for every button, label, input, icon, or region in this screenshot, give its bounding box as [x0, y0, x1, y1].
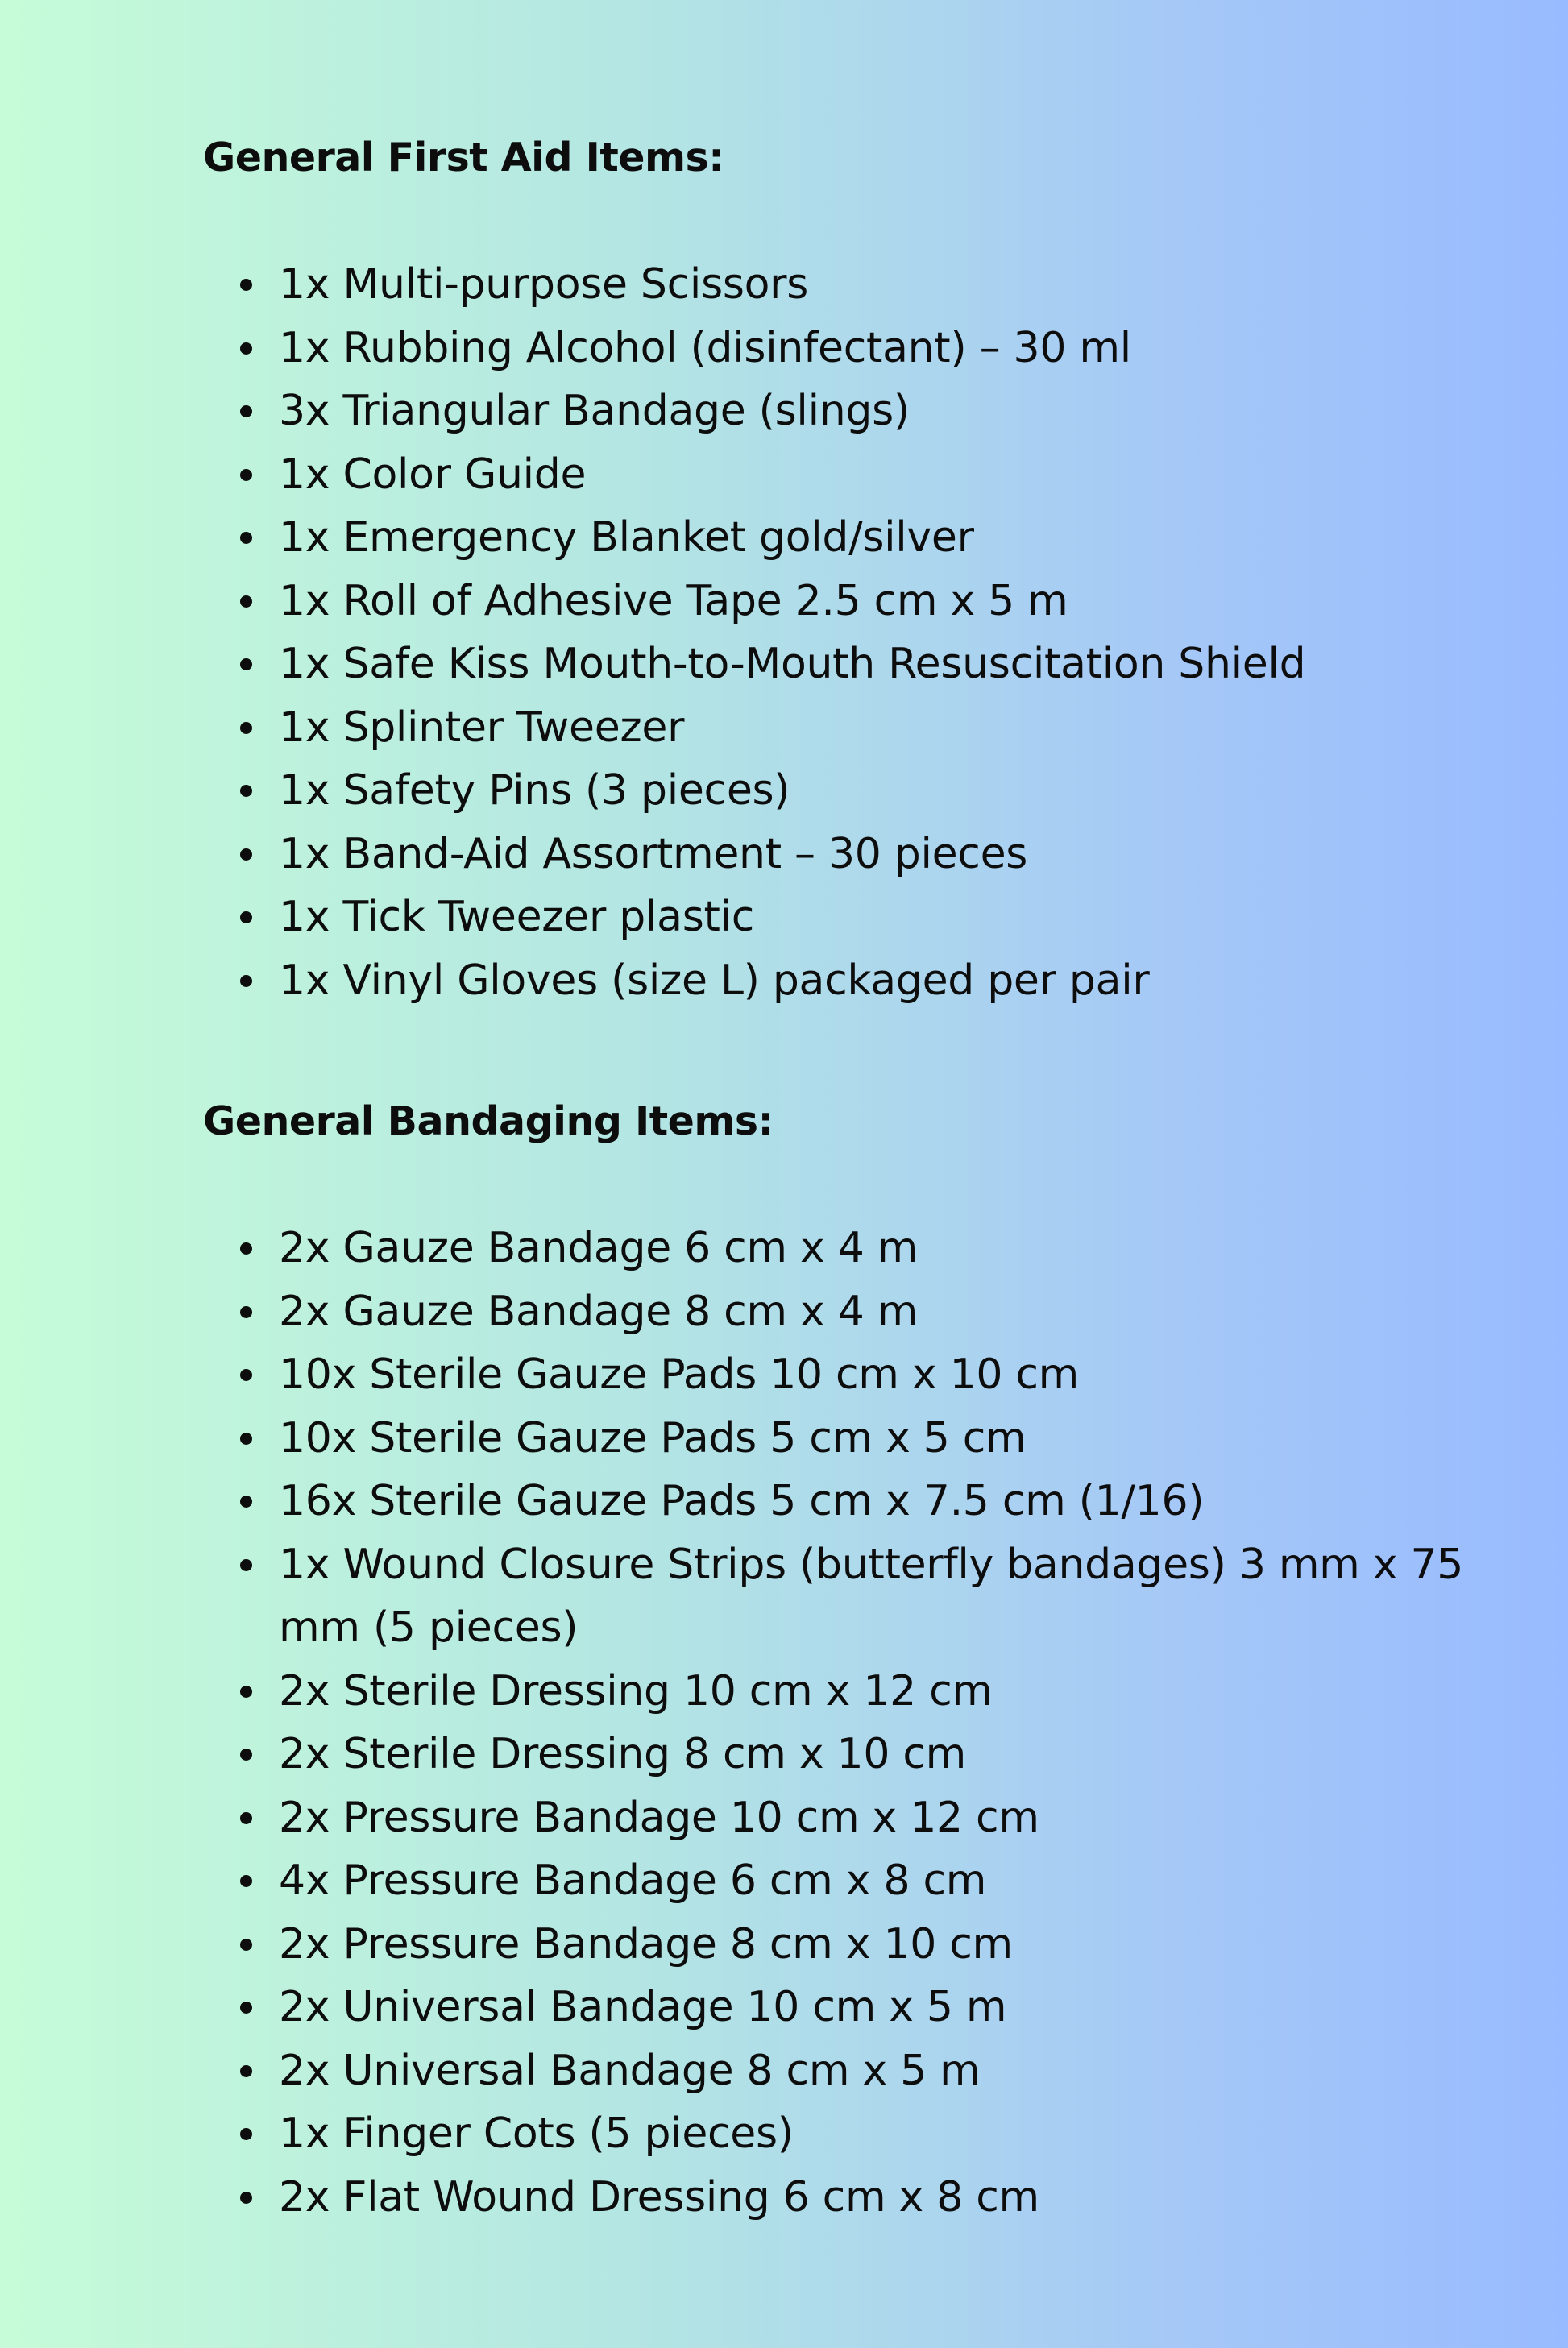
list-item-text: 1x Rubbing Alcohol (disinfectant) – 30 ml: [279, 323, 1131, 372]
list-item: [279, 1407, 1536, 1471]
list-item: [279, 1217, 1536, 1280]
list-item: [279, 2166, 1536, 2230]
list-item: [279, 633, 1536, 696]
bullet-icon: [240, 595, 252, 608]
bullet-icon: [240, 1559, 252, 1571]
list-item: [279, 1533, 1536, 1660]
bullet-icon: [240, 1939, 252, 1951]
list-item-text: 1x Tick Tweezer plastic: [279, 893, 755, 941]
bullet-icon: [240, 1496, 252, 1508]
list-item-text: 16x Sterile Gauze Pads 5 cm x 7.5 cm (1/16): [279, 1477, 1205, 1525]
list-item-text: 10x Sterile Gauze Pads 10 cm x 10 cm: [279, 1350, 1080, 1399]
bullet-icon: [240, 2128, 252, 2140]
bullet-icon: [240, 975, 252, 987]
bullet-icon: [240, 1875, 252, 1887]
list-item: [279, 570, 1536, 633]
bullet-icon: [240, 405, 252, 417]
bullet-icon: [240, 1433, 252, 1445]
list-item-text: 10x Sterile Gauze Pads 5 cm x 5 cm: [279, 1413, 1027, 1462]
bullet-icon: [240, 722, 252, 734]
list-item-text: 2x Sterile Dressing 10 cm x 12 cm: [279, 1666, 993, 1715]
list-item-text: 2x Gauze Bandage 6 cm x 4 m: [279, 1224, 919, 1272]
bullet-icon: [240, 279, 252, 291]
bullet-icon: [240, 911, 252, 923]
bullet-icon: [240, 1369, 252, 1381]
list-item: [279, 1660, 1536, 1724]
bullet-icon: [240, 2002, 252, 2014]
list-item-text: 1x Vinyl Gloves (size L) packaged per pair: [279, 956, 1150, 1005]
list-item-text: 2x Flat Wound Dressing 6 cm x 8 cm: [279, 2172, 1039, 2221]
list-item: [279, 443, 1536, 507]
first-aid-items-list: [279, 253, 1536, 1012]
list-item-text: 2x Universal Bandage 8 cm x 5 m: [279, 2046, 981, 2095]
list-item-text: 2x Pressure Bandage 8 cm x 10 cm: [279, 1919, 1013, 1968]
list-item: [279, 2039, 1536, 2103]
list-item: [279, 380, 1536, 443]
list-item-text: 1x Wound Closure Strips (butterfly bandages) 3 mm x 75 mm (5 pieces): [279, 1540, 1464, 1652]
bullet-icon: [240, 1812, 252, 1824]
list-item: [279, 1913, 1536, 1977]
list-item: [279, 1343, 1536, 1407]
list-item: [279, 1849, 1536, 1913]
list-item: [279, 759, 1536, 823]
list-item: [279, 823, 1536, 886]
list-item: [279, 886, 1536, 949]
bullet-icon: [240, 848, 252, 861]
bullet-icon: [240, 785, 252, 797]
list-item-text: 2x Pressure Bandage 10 cm x 12 cm: [279, 1793, 1039, 1842]
list-item: [279, 253, 1536, 317]
section-heading-bandaging: General Bandaging Items:: [203, 1098, 774, 1144]
bullet-icon: [240, 532, 252, 544]
bullet-icon: [240, 1306, 252, 1318]
list-item-text: 3x Triangular Bandage (slings): [279, 387, 910, 435]
section-heading-first-aid: General First Aid Items:: [203, 135, 724, 180]
list-item: [279, 949, 1536, 1013]
list-item-text: 1x Color Guide: [279, 450, 587, 499]
bullet-icon: [240, 658, 252, 670]
list-item: [279, 506, 1536, 570]
list-item-text: 4x Pressure Bandage 6 cm x 8 cm: [279, 1856, 987, 1905]
list-item: [279, 2102, 1536, 2166]
list-item-text: 2x Gauze Bandage 8 cm x 4 m: [279, 1287, 919, 1336]
list-item-text: 1x Emergency Blanket gold/silver: [279, 513, 974, 562]
list-item-text: 1x Safety Pins (3 pieces): [279, 766, 790, 815]
list-item-text: 1x Roll of Adhesive Tape 2.5 cm x 5 m: [279, 576, 1068, 625]
list-item-text: 1x Splinter Tweezer: [279, 703, 685, 752]
list-item: [279, 317, 1536, 380]
bullet-icon: [240, 469, 252, 481]
list-item: [279, 1280, 1536, 1344]
list-item-text: 1x Finger Cots (5 pieces): [279, 2109, 794, 2158]
list-item: [279, 1976, 1536, 2039]
list-item-text: 1x Band-Aid Assortment – 30 pieces: [279, 829, 1028, 878]
bullet-icon: [240, 1242, 252, 1255]
list-item: [279, 1786, 1536, 1850]
list-item: [279, 1723, 1536, 1786]
list-item-text: 1x Safe Kiss Mouth-to-Mouth Resuscitation Shield: [279, 640, 1306, 688]
list-item-text: 2x Sterile Dressing 8 cm x 10 cm: [279, 1730, 966, 1778]
list-item: [279, 1470, 1536, 1533]
bandaging-items-list: [279, 1217, 1536, 2229]
bullet-icon: [240, 342, 252, 355]
list-item-text: 1x Multi-purpose Scissors: [279, 260, 809, 309]
list-item: [279, 696, 1536, 760]
list-item-text: 2x Universal Bandage 10 cm x 5 m: [279, 1983, 1007, 2031]
bullet-icon: [240, 2192, 252, 2204]
bullet-icon: [240, 2065, 252, 2077]
bullet-icon: [240, 1749, 252, 1761]
bullet-icon: [240, 1686, 252, 1698]
